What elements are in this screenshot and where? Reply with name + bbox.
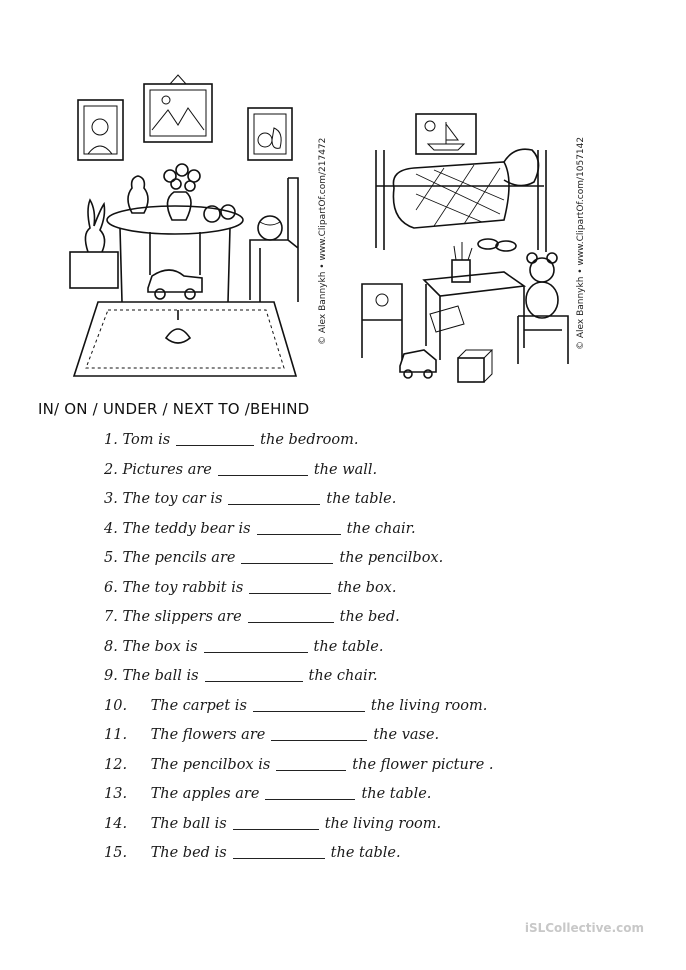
- exercise-text-after: the table.: [313, 638, 384, 655]
- teddy-bear: [530, 258, 554, 282]
- exercise-item: [104, 721, 494, 751]
- exercise-list: [104, 426, 494, 869]
- exercise-number: 6.: [104, 579, 118, 596]
- exercise-text-before: The ball is: [150, 815, 227, 832]
- exercise-number: 3.: [104, 491, 118, 507]
- exercise-text-before: The apples are: [150, 786, 260, 802]
- watermark: iSLCollective.com: [524, 921, 644, 935]
- toy-cube: [458, 358, 484, 382]
- exercise-item: [104, 839, 494, 869]
- exercise-text-after: the wall.: [313, 461, 378, 478]
- answer-blank[interactable]: [228, 490, 320, 505]
- instructions-heading: IN/ ON / UNDER / NEXT TO /BEHIND: [38, 400, 310, 418]
- exercise-item: [104, 485, 494, 515]
- exercise-number: 1.: [104, 432, 118, 448]
- exercise-item: [104, 662, 494, 692]
- answer-blank[interactable]: [218, 461, 308, 476]
- exercise-item: [104, 603, 494, 633]
- answer-blank[interactable]: [276, 756, 346, 771]
- exercise-text-after: the living room.: [324, 815, 442, 832]
- bedroom-illustration: [354, 110, 594, 400]
- exercise-text-after: the chair.: [308, 668, 378, 684]
- child-chair: [518, 316, 568, 364]
- exercise-text-before: The carpet is: [150, 697, 247, 714]
- exercise-text-after: the flower picture .: [352, 756, 494, 773]
- slippers: [478, 239, 498, 249]
- exercise-text-after: the living room.: [370, 697, 488, 714]
- exercise-item: [104, 780, 494, 810]
- exercise-item: [104, 633, 494, 663]
- small-toy-car: [400, 350, 436, 372]
- exercise-number: 7.: [104, 609, 118, 625]
- answer-blank[interactable]: [241, 549, 333, 564]
- exercise-text-after: the chair.: [346, 520, 416, 537]
- answer-blank[interactable]: [271, 726, 367, 741]
- table: [424, 272, 524, 360]
- exercise-number: 15.: [104, 845, 128, 861]
- exercise-text-before: The pencils are: [122, 550, 236, 566]
- answer-blank[interactable]: [205, 667, 303, 682]
- exercise-text-before: The toy rabbit is: [122, 579, 244, 596]
- clipart-credit-left: © Alex Bannykh • www.ClipartOf.com/217472: [318, 137, 328, 345]
- exercise-number: 4.: [104, 520, 118, 537]
- flower-book: [430, 306, 464, 332]
- landscape-frame: [144, 84, 212, 142]
- exercise-number: 12.: [104, 756, 128, 773]
- fruit-frame: [248, 108, 292, 160]
- spinning-top: [166, 310, 190, 343]
- exercise-text-after: the table.: [330, 845, 401, 861]
- answer-blank[interactable]: [253, 697, 365, 712]
- exercise-text-before: The box is: [122, 638, 198, 655]
- exercise-number: 10.: [104, 697, 128, 714]
- exercise-text-after: the vase.: [373, 727, 440, 743]
- exercise-text-before: Tom is: [122, 432, 171, 448]
- exercise-item: [104, 692, 494, 722]
- exercise-text-after: the table.: [361, 786, 432, 802]
- toy-rabbit: [85, 200, 104, 252]
- exercise-text-after: the box.: [337, 579, 397, 596]
- answer-blank[interactable]: [249, 579, 331, 594]
- answer-blank[interactable]: [204, 638, 308, 653]
- pencilbox: [452, 260, 470, 282]
- exercise-text-before: The bed is: [150, 845, 227, 861]
- exercise-text-after: the bed.: [339, 609, 400, 625]
- exercise-text-before: The teddy bear is: [122, 520, 251, 537]
- portrait-frame: [78, 100, 123, 160]
- answer-blank[interactable]: [233, 815, 319, 830]
- living-room-illustration: [60, 70, 332, 382]
- exercise-number: 5.: [104, 550, 118, 566]
- exercise-text-after: the pencilbox.: [339, 550, 444, 566]
- exercise-text-before: The flowers are: [150, 727, 266, 743]
- exercise-item: [104, 456, 494, 486]
- ball: [258, 216, 282, 240]
- toy-car: [148, 270, 202, 292]
- exercise-number: 9.: [104, 668, 118, 684]
- exercise-number: 2.: [104, 461, 118, 478]
- exercise-text-after: the table.: [326, 491, 397, 507]
- exercise-text-before: The pencilbox is: [150, 756, 271, 773]
- exercise-number: 11.: [104, 727, 128, 743]
- answer-blank[interactable]: [248, 608, 334, 623]
- exercise-number: 13.: [104, 786, 128, 802]
- answer-blank[interactable]: [257, 520, 341, 535]
- answer-blank[interactable]: [233, 844, 325, 859]
- exercise-number: 14.: [104, 815, 128, 832]
- exercise-item: [104, 574, 494, 604]
- exercise-item: [104, 426, 494, 456]
- exercise-item: [104, 515, 494, 545]
- flower-stool: [362, 284, 402, 360]
- exercise-text-before: The ball is: [122, 668, 199, 684]
- exercise-text-before: Pictures are: [122, 461, 212, 478]
- answer-blank[interactable]: [265, 785, 355, 800]
- clipart-credit-right: © Alex Bannykh • www.ClipartOf.com/1057142: [576, 136, 586, 350]
- exercise-text-before: The slippers are: [122, 609, 242, 625]
- box: [70, 252, 118, 288]
- exercise-item: [104, 751, 494, 781]
- answer-blank[interactable]: [176, 431, 254, 446]
- exercise-text-after: the bedroom.: [260, 432, 359, 448]
- exercise-number: 8.: [104, 638, 118, 655]
- exercise-item: [104, 544, 494, 574]
- exercise-text-before: The toy car is: [122, 491, 223, 507]
- exercise-item: [104, 810, 494, 840]
